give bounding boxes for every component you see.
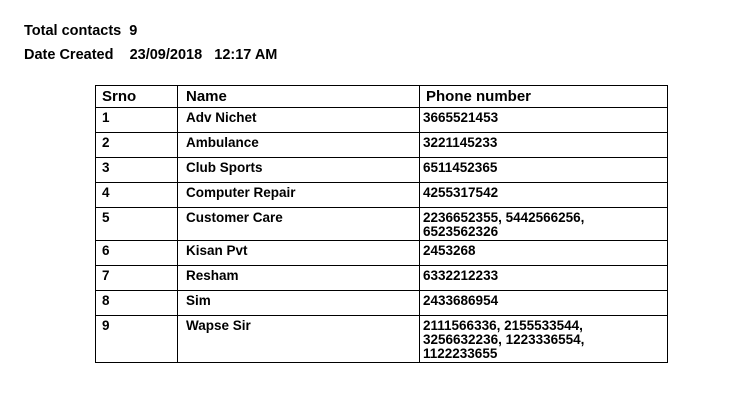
table-row — [96, 183, 668, 208]
table-row — [96, 158, 668, 183]
cell-name: Adv Nichet — [178, 108, 420, 133]
cell-name: Resham — [178, 266, 420, 291]
cell-phone: 2236652355, 5442566256, 6523562326 — [420, 208, 668, 241]
total-contacts-label: Total contacts — [24, 23, 122, 39]
header-phone: Phone number — [420, 86, 668, 108]
cell-name: Club Sports — [178, 158, 420, 183]
cell-name: Ambulance — [178, 133, 420, 158]
date-created-value: 23/09/2018 — [129, 47, 203, 63]
cell-phone: 2433686954 — [420, 291, 668, 316]
time-created-value: 12:17 AM — [214, 47, 278, 63]
cell-phone: 6511452365 — [420, 158, 668, 183]
cell-srno: 3 — [96, 158, 178, 183]
cell-phone: 3665521453 — [420, 108, 668, 133]
cell-name: Computer Repair — [178, 183, 420, 208]
cell-srno: 4 — [96, 183, 178, 208]
date-created-line — [24, 46, 277, 64]
cell-srno: 6 — [96, 241, 178, 266]
table-body — [96, 108, 668, 363]
cell-phone: 2111566336, 2155533544, 3256632236, 1223336554, 1122233655 — [420, 316, 668, 363]
date-created-label: Date Created — [24, 47, 114, 63]
cell-phone: 2453268 — [420, 241, 668, 266]
table-header-row — [96, 86, 668, 108]
cell-name: Sim — [178, 291, 420, 316]
cell-name: Wapse Sir — [178, 316, 420, 363]
table-row — [96, 241, 668, 266]
cell-srno: 8 — [96, 291, 178, 316]
cell-srno: 9 — [96, 316, 178, 363]
table-row — [96, 266, 668, 291]
table-row — [96, 208, 668, 241]
table-row — [96, 133, 668, 158]
cell-phone: 4255317542 — [420, 183, 668, 208]
cell-srno: 1 — [96, 108, 178, 133]
total-contacts-value: 9 — [129, 23, 138, 39]
table-row — [96, 108, 668, 133]
cell-phone: 3221145233 — [420, 133, 668, 158]
table-row — [96, 291, 668, 316]
cell-srno: 5 — [96, 208, 178, 241]
table-row — [96, 316, 668, 363]
header-srno: Srno — [96, 86, 178, 108]
contacts-table — [95, 85, 668, 363]
header-name: Name — [178, 86, 420, 108]
total-contacts-line — [24, 22, 137, 40]
cell-name: Customer Care — [178, 208, 420, 241]
cell-name: Kisan Pvt — [178, 241, 420, 266]
cell-srno: 2 — [96, 133, 178, 158]
cell-phone: 6332212233 — [420, 266, 668, 291]
cell-srno: 7 — [96, 266, 178, 291]
